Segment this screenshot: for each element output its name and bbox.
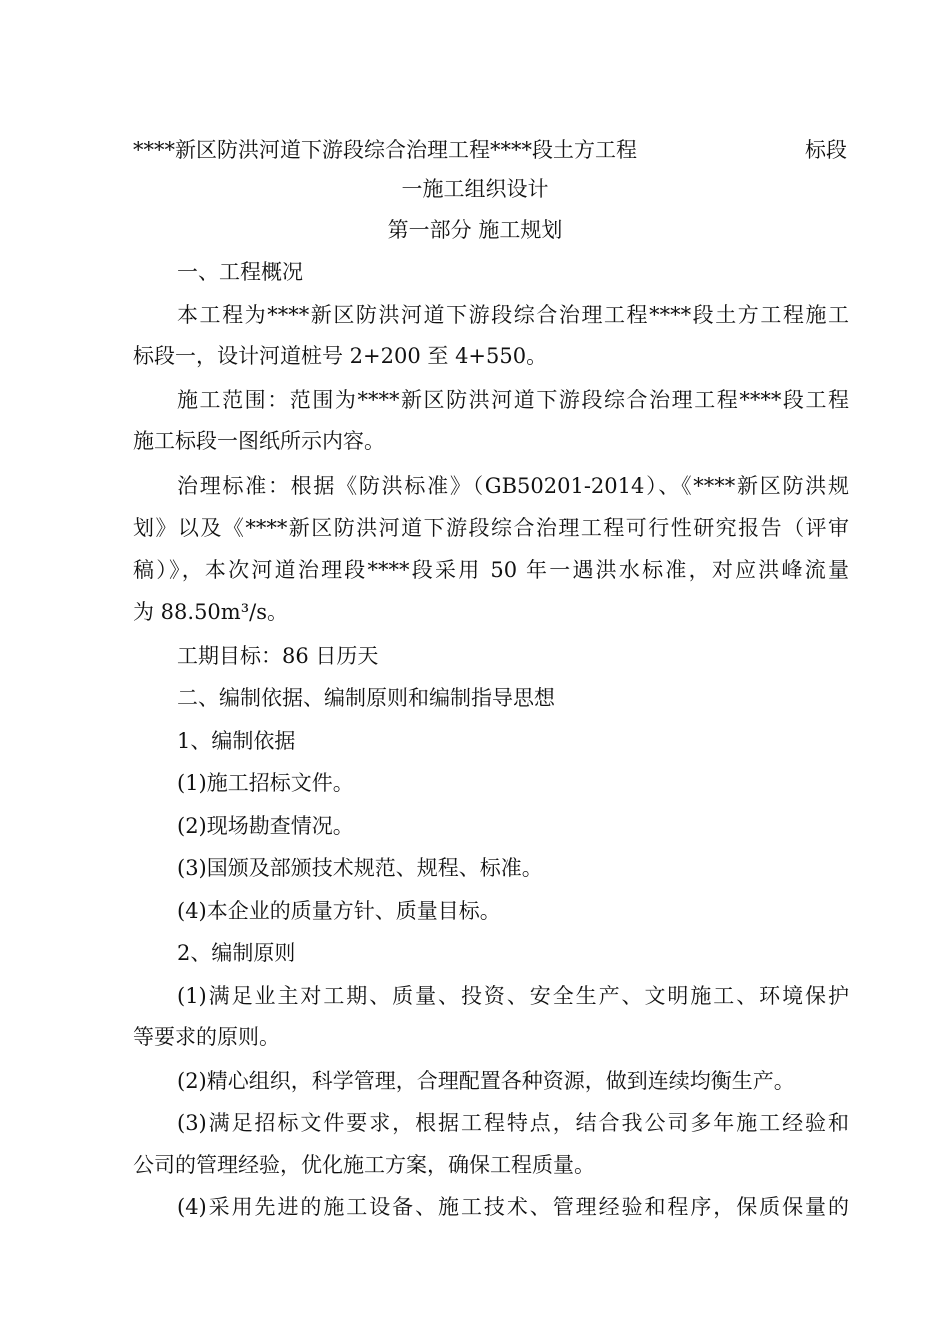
subsection-heading: 1、编制依据 xyxy=(177,729,296,753)
part-title: 第一部分 施工规划 xyxy=(387,218,563,242)
list-item: (1)施工招标文件。 xyxy=(177,771,354,795)
paragraph-line: 治理标准：根据《防洪标准》（GB50201-2014）、《****新区防洪规 xyxy=(177,474,849,498)
list-item-continued: 公司的管理经验，优化施工方案，确保工程质量。 xyxy=(133,1153,595,1177)
paragraph-line: 划》以及《****新区防洪河道下游段综合治理工程可行性研究报告（评审 xyxy=(133,516,849,540)
list-item: (3)国颁及部颁技术规范、规程、标准。 xyxy=(177,856,543,880)
list-item: (4)采用先进的施工设备、施工技术、管理经验和程序，保质保量的 xyxy=(177,1195,849,1219)
doc-title-line2: 一施工组织设计 xyxy=(401,177,549,201)
section-heading-basis: 二、编制依据、编制原则和编制指导思想 xyxy=(177,686,555,710)
list-item-continued: 等要求的原则。 xyxy=(133,1025,280,1049)
paragraph-line: 本工程为****新区防洪河道下游段综合治理工程****段土方工程施工 xyxy=(177,303,849,327)
list-item: (2)现场勘查情况。 xyxy=(177,814,354,838)
section-heading-overview: 一、工程概况 xyxy=(177,260,303,284)
doc-title: ****新区防洪河道下游段综合治理工程****段土方工程 xyxy=(133,138,637,162)
paragraph-line: 施工范围：范围为****新区防洪河道下游段综合治理工程****段工程 xyxy=(177,388,849,412)
paragraph-line: 稿）》，本次河道治理段****段采用 50 年一遇洪水标准，对应洪峰流量 xyxy=(133,558,849,582)
list-item: (2)精心组织，科学管理，合理配置各种资源，做到连续均衡生产。 xyxy=(177,1069,795,1093)
list-item: (4)本企业的质量方针、质量目标。 xyxy=(177,899,501,923)
paragraph-line: 施工标段一图纸所示内容。 xyxy=(133,429,385,453)
list-item: (3)满足招标文件要求，根据工程特点，结合我公司多年施工经验和 xyxy=(177,1111,849,1135)
list-item: (1)满足业主对工期、质量、投资、安全生产、文明施工、环境保护 xyxy=(177,984,849,1008)
paragraph-line: 工期目标：86 日历天 xyxy=(177,644,379,668)
doc-title-suffix: 标段 xyxy=(805,138,847,162)
paragraph-line: 为 88.50m³/s。 xyxy=(133,600,288,624)
paragraph-line: 标段一，设计河道桩号 2+200 至 4+550。 xyxy=(133,344,548,368)
subsection-heading: 2、编制原则 xyxy=(177,941,296,965)
